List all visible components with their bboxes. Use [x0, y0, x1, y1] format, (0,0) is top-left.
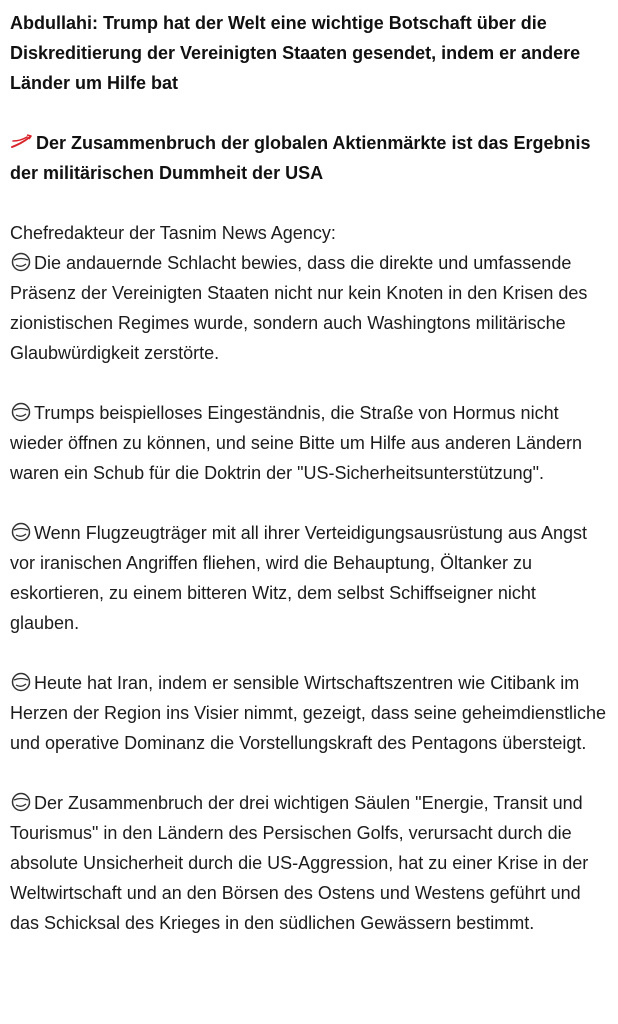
- point-item: [10, 518, 606, 638]
- point-text: Wenn Flugzeugträger mit all ihrer Verteidigungsausrüstung aus Angst vor iranischen Angriffen fliehen, wird die Behauptung, Öltanker zu eskortieren, zu einem bitteren Witz, dem selbst Schiffseigner nicht glauben.: [10, 523, 587, 633]
- spacer: [10, 488, 606, 518]
- round-emoji-icon: [10, 672, 32, 692]
- subheadline-line: [10, 128, 606, 188]
- round-emoji-icon: [10, 522, 32, 542]
- point-text: Trumps beispielloses Eingeständnis, die Straße von Hormus nicht wieder öffnen zu können, und seine Bitte um Hilfe aus anderen Ländern waren ein Schub für die Doktrin der "US-Sicherheitsunterstützung".: [10, 403, 583, 483]
- headline: Abdullahi: Trump hat der Welt eine wichtige Botschaft über die Diskreditierung der Vereinigten Staaten gesendet, indem er andere Länder um Hilfe bat: [10, 13, 581, 93]
- subheadline: Der Zusammenbruch der globalen Aktienmärkte ist das Ergebnis der militärischen Dummheit der USA: [10, 133, 591, 183]
- round-emoji-icon: [10, 792, 32, 812]
- point-item: [10, 788, 606, 938]
- point-item: [10, 398, 606, 488]
- spacer: [10, 638, 606, 668]
- point-text: Heute hat Iran, indem er sensible Wirtschaftszentren wie Citibank im Herzen der Region ins Visier nimmt, gezeigt, dass seine geheimdienstliche und operative Dominanz die Vorstellungskraft des Pentagons übersteigt.: [10, 673, 606, 753]
- intro-text: Chefredakteur der Tasnim News Agency:: [10, 223, 336, 243]
- spacer: [10, 98, 606, 128]
- spacer: [10, 368, 606, 398]
- spacer: [10, 188, 606, 218]
- round-emoji-icon: [10, 402, 32, 422]
- red-missile-icon: [10, 132, 32, 152]
- spacer: [10, 758, 606, 788]
- point-text: Die andauernde Schlacht bewies, dass die direkte und umfassende Präsenz der Vereinigten Staaten nicht nur kein Knoten in den Krisen des zionistischen Regimes wurde, sondern auch Washingtons militärische Glaubwürdigkeit zerstörte.: [10, 253, 588, 363]
- point-text: Der Zusammenbruch der drei wichtigen Säulen "Energie, Transit und Tourismus" in den Ländern des Persischen Golfs, verursacht durch die absolute Unsicherheit durch die US-Aggression, hat zu einer Krise in der Weltwirtschaft und an den Börsen des Ostens und Westens geführt und das Schicksal des Krieges in den südlichen Gewässern bestimmt.: [10, 793, 589, 933]
- point-item: [10, 668, 606, 758]
- round-emoji-icon: [10, 252, 32, 272]
- point-item: [10, 248, 606, 368]
